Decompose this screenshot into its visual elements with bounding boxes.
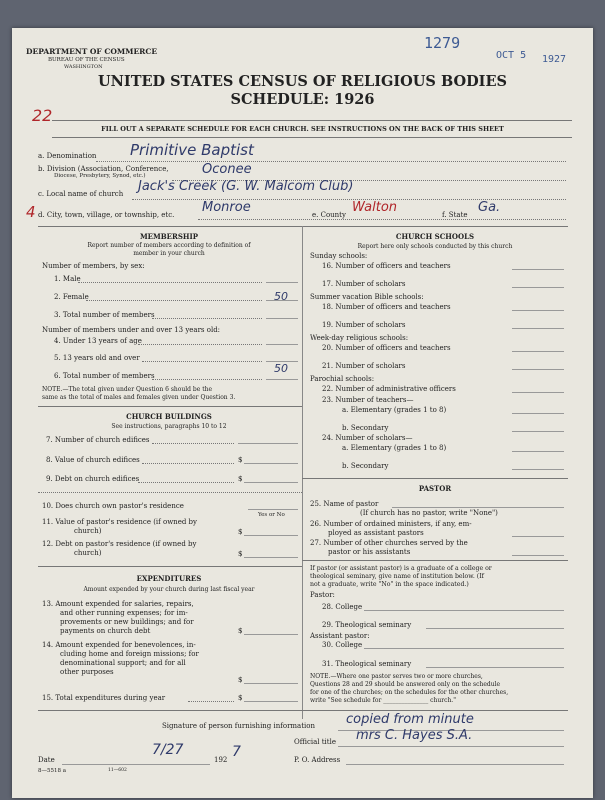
q18-field[interactable] <box>512 310 564 311</box>
q1-male-label: 1. Male <box>54 275 81 283</box>
q10-residence-field[interactable] <box>248 509 298 510</box>
q20-label: 20. Number of officers and teachers <box>322 344 451 352</box>
q17-field[interactable] <box>512 287 564 288</box>
q28-label: 28. College <box>322 603 363 611</box>
q10-residence-label: 10. Does church own pastor's residence <box>42 502 184 510</box>
q11-residence-value-label: 11. Value of pastor's residence (if owned by <box>42 518 197 526</box>
graduate-note-3: not a graduate, write "No" in the space indicated.) <box>310 581 469 588</box>
q9-debt-field[interactable] <box>244 482 298 483</box>
church-name-value: Jack's Creek (G. W. Malcom Club) <box>138 179 354 194</box>
date-year-value: 7 <box>232 744 241 760</box>
q12-debt-field[interactable] <box>244 557 298 558</box>
date-label: Date <box>38 756 55 764</box>
q8-value-field[interactable] <box>244 463 298 464</box>
q14-line-2: cluding home and foreign missions; for <box>60 650 199 658</box>
form-title: UNITED STATES CENSUS OF RELIGIOUS BODIES <box>98 73 507 90</box>
expenditures-subheading: Amount expended by your church during last fiscal year <box>83 586 255 593</box>
q26-line-2: ployed as assistant pastors <box>328 529 424 537</box>
q13-line-3: provements or new buildings; and for <box>60 618 194 626</box>
stamp-year: 1927 <box>542 54 567 65</box>
q24b-label: b. Secondary <box>342 462 389 470</box>
pastor-subheading: Pastor: <box>310 591 335 599</box>
margin-note-4: 4 <box>26 203 36 221</box>
instruction-line: FILL OUT A SEPARATE SCHEDULE FOR EACH CHURCH. SEE INSTRUCTIONS ON THE BACK OF THIS SHEET <box>101 125 504 133</box>
denomination-label: a. Denomination <box>38 152 97 160</box>
city-value: Monroe <box>202 200 251 215</box>
pastor-heading: PASTOR <box>418 484 452 493</box>
q19-label: 19. Number of scholars <box>322 321 406 329</box>
state-label: f. State <box>442 211 468 219</box>
bureau-name: BUREAU OF THE CENSUS <box>48 57 125 63</box>
q9-dollar-sign: $ <box>238 475 243 483</box>
q8-dollar-sign: $ <box>238 456 243 464</box>
parochial-schools-label: Parochial schools: <box>310 375 375 383</box>
q19-field[interactable] <box>512 328 564 329</box>
pastor-note-4: write "See schedule for _______________ church." <box>310 697 456 704</box>
q29-label: 29. Theological seminary <box>322 621 412 629</box>
q24a-label: a. Elementary (grades 1 to 8) <box>342 444 447 452</box>
members-by-age-label: Number of members under and over 13 years old: <box>42 326 221 334</box>
q8-value-label: 8. Value of church edifices <box>46 456 140 464</box>
schedule-title: SCHEDULE: 1926 <box>230 91 375 108</box>
pastor-note-2: Questions 28 and 29 should be answered only on the schedule <box>310 681 501 688</box>
membership-subheading-2: member in your church <box>133 250 205 257</box>
q23a-field[interactable] <box>512 413 564 414</box>
q15-total-label: 15. Total expenditures during year <box>42 694 166 702</box>
q31-label: 31. Theological seminary <box>322 660 412 668</box>
county-label: e. County <box>312 211 346 219</box>
schools-heading: CHURCH SCHOOLS <box>395 232 475 241</box>
column-divider <box>302 226 303 719</box>
q15-total-field[interactable] <box>244 701 298 702</box>
q14-amount-field[interactable] <box>244 683 298 684</box>
pastor-note-1: NOTE.—Where one pastor serves two or more churches, <box>310 673 483 680</box>
q27-line-1: 27. Number of other churches served by the <box>310 539 468 547</box>
q3-total-field[interactable] <box>266 318 298 319</box>
q13-line-4: payments on church debt <box>60 627 151 635</box>
q2-female-field[interactable] <box>266 300 298 301</box>
q5-13-and-over-label: 5. 13 years old and over <box>54 354 140 362</box>
q12-dollar-sign: $ <box>238 550 243 558</box>
q13-line-1: 13. Amount expended for salaries, repairs, <box>42 600 194 608</box>
division-value: Oconee <box>202 162 252 177</box>
q11-value-field[interactable] <box>244 535 298 536</box>
q21-label: 21. Number of scholars <box>322 362 406 370</box>
membership-subheading-1: Report number of members according to definition of <box>87 242 251 249</box>
po-address-field[interactable] <box>346 764 564 765</box>
state-value: Ga. <box>478 200 501 215</box>
q14-line-4: other purposes <box>60 668 114 676</box>
margin-note-22: 22 <box>32 106 53 125</box>
division-label: b. Division (Association, Conference, <box>38 165 169 173</box>
county-value: Walton <box>352 200 398 215</box>
q25-pastor-name-field[interactable] <box>392 507 564 508</box>
q12-church-label: church) <box>74 549 102 557</box>
assistant-pastor-subheading: Assistant pastor: <box>310 632 370 640</box>
q31-seminary-field[interactable] <box>426 667 564 668</box>
q14-dollar-sign: $ <box>238 676 243 684</box>
buildings-subheading: See instructions, paragraphs 10 to 12 <box>111 423 227 430</box>
q23-label: 23. Number of teachers— <box>322 396 414 404</box>
weekday-schools-label: Week-day religious schools: <box>310 334 409 342</box>
q16-label: 16. Number of officers and teachers <box>322 262 451 270</box>
official-title-label: Official title <box>294 738 336 746</box>
q22-label: 22. Number of administrative officers <box>322 385 456 393</box>
q20-field[interactable] <box>512 351 564 352</box>
q21-field[interactable] <box>512 369 564 370</box>
q27-field[interactable] <box>512 555 564 556</box>
q10-yes-no-hint: Yes or No <box>258 512 285 518</box>
q30-label: 30. College <box>322 641 363 649</box>
q4-under-13-label: 4. Under 13 years of age <box>54 337 142 345</box>
sunday-schools-label: Sunday schools: <box>310 252 368 260</box>
graduate-note-1: If pastor (or assistant pastor) is a graduate of a college or <box>310 565 492 572</box>
city-label: d. City, town, village, or township, etc. <box>38 211 175 219</box>
q6-total-value: 50 <box>274 362 288 375</box>
form-number-2: 11—602 <box>108 768 127 773</box>
denomination-value: Primitive Baptist <box>130 141 254 159</box>
membership-note-1: NOTE.—The total given under Question 6 should be the <box>42 386 213 393</box>
membership-heading: MEMBERSHIP <box>139 232 199 241</box>
po-address-label: P. O. Address <box>294 756 341 764</box>
q23b-field[interactable] <box>512 431 564 432</box>
q14-line-1: 14. Amount expended for benevolences, in- <box>42 641 196 649</box>
q26-field[interactable] <box>512 536 564 537</box>
q25-label: 25. Name of pastor <box>310 500 379 508</box>
q6-total-label: 6. Total number of members <box>54 372 155 380</box>
q28-college-field[interactable] <box>364 610 564 611</box>
q16-field[interactable] <box>512 269 564 270</box>
membership-note-2: same as the total of males and females given under Question 3. <box>42 394 236 401</box>
instruction-rule <box>52 137 572 138</box>
q11-dollar-sign: $ <box>238 528 243 536</box>
q18-label: 18. Number of officers and teachers <box>322 303 451 311</box>
department-name: DEPARTMENT OF COMMERCE <box>26 47 158 56</box>
graduate-note-2: theological seminary, give name of institution below. (If <box>310 573 484 580</box>
q23b-label: b. Secondary <box>342 424 389 432</box>
members-by-sex-label: Number of members, by sex: <box>42 262 145 270</box>
q26-line-1: 26. Number of ordained ministers, if any, em- <box>310 520 472 528</box>
official-title-value: mrs C. Hayes S.A. <box>356 728 473 743</box>
bureau-city: WASHINGTON <box>64 64 103 70</box>
header-rule <box>52 120 572 121</box>
q4-under-13-field[interactable] <box>266 344 298 345</box>
q7-edifices-field[interactable] <box>238 443 298 444</box>
date-value: 7/27 <box>152 742 184 758</box>
q13-line-2: and other running expenses; for im- <box>60 609 188 617</box>
q11-church-label: church) <box>74 527 102 535</box>
pastor-note-3: for one of the churches; on the schedules for the other churches, <box>310 689 509 696</box>
q3-total-label: 3. Total number of members <box>54 311 155 319</box>
q27-line-2: pastor or his assistants <box>328 548 411 556</box>
q25-note: (If church has no pastor, write "None") <box>360 509 498 517</box>
form-number: 8—5518 a <box>38 768 67 774</box>
expenditures-heading: EXPENDITURES <box>136 574 202 583</box>
q24-label: 24. Number of scholars— <box>322 434 413 442</box>
census-schedule-form <box>12 28 593 798</box>
q30-college-field[interactable] <box>364 648 564 649</box>
stamp-date: OCT 5 <box>496 50 527 61</box>
q12-residence-debt-label: 12. Debt on pastor's residence (if owned by <box>42 540 197 548</box>
q17-label: 17. Number of scholars <box>322 280 406 288</box>
q13-amount-field[interactable] <box>244 634 298 635</box>
q23a-label: a. Elementary (grades 1 to 8) <box>342 406 447 414</box>
q24a-field[interactable] <box>512 451 564 452</box>
division-label-2: Diocese, Presbytery, Synod, etc.) <box>54 173 146 179</box>
signature-value: copied from minute <box>346 712 474 727</box>
q14-line-3: denominational support; and for all <box>60 659 186 667</box>
q9-debt-label: 9. Debt on church edifices <box>46 475 140 483</box>
q2-female-value: 50 <box>274 290 288 303</box>
q15-dollar-sign: $ <box>238 694 243 702</box>
schools-subheading: Report here only schools conducted by this church <box>357 243 513 250</box>
date-year-prefix: 192 <box>214 756 228 764</box>
q29-seminary-field[interactable] <box>426 628 564 629</box>
q1-male-field[interactable] <box>266 282 298 283</box>
q7-edifices-label: 7. Number of church edifices <box>46 436 150 444</box>
summer-schools-label: Summer vacation Bible schools: <box>310 293 424 301</box>
q2-female-label: 2. Female <box>54 293 89 301</box>
official-title-field[interactable] <box>338 746 564 747</box>
stamp-number: 1279 <box>424 34 461 52</box>
q22-field[interactable] <box>512 392 564 393</box>
signature-label: Signature of person furnishing information <box>162 722 316 730</box>
buildings-heading: CHURCH BUILDINGS <box>126 412 212 421</box>
q6-total-field[interactable] <box>266 379 298 380</box>
q24b-field[interactable] <box>512 469 564 470</box>
q13-dollar-sign: $ <box>238 627 243 635</box>
date-field[interactable] <box>62 764 210 765</box>
church-name-label: c. Local name of church <box>38 190 124 198</box>
